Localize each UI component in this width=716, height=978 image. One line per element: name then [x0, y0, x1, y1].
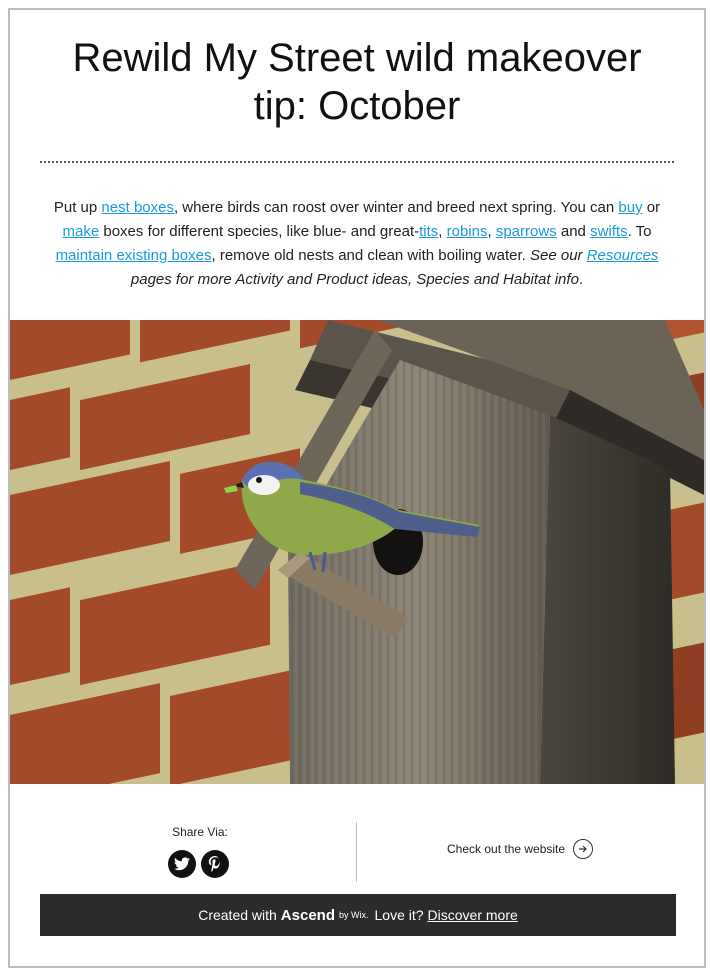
footer-divider: [356, 822, 357, 882]
ascend-brand: Ascend: [280, 906, 335, 924]
dotted-divider: [40, 161, 674, 163]
discover-more-link[interactable]: Discover more: [427, 907, 518, 923]
link-tits[interactable]: tits: [419, 223, 439, 240]
link-robins[interactable]: robins: [446, 223, 488, 240]
hero-image-bird-nest-box: [10, 320, 704, 784]
link-swifts[interactable]: swifts: [590, 223, 628, 240]
link-buy[interactable]: buy: [618, 199, 643, 216]
link-make[interactable]: make: [62, 223, 100, 240]
newsletter-card: [8, 8, 706, 968]
link-sparrows[interactable]: sparrows: [495, 223, 557, 240]
page-title: Rewild My Street wild makeover tip: October: [72, 36, 642, 128]
link-maintain-boxes[interactable]: maintain existing boxes: [55, 247, 212, 264]
twitter-icon[interactable]: [168, 850, 196, 878]
website-link-label: Check out the website: [447, 842, 566, 856]
share-icons: [168, 850, 229, 878]
link-nest-boxes[interactable]: nest boxes: [101, 199, 174, 216]
share-label: Share Via:: [172, 825, 228, 839]
created-with-banner: Created with Ascend by Wix. Love it? Discover more: [40, 894, 676, 936]
tip-paragraph: Put up nest boxes, where birds can roost over winter and breed next spring. You can buy or make boxes for different species, like blue- and great-tits, robins, sparrows and swifts. To maintain existing boxes, remove old nests and clean with boiling water. See our Resources pages for more Activity and Product ideas, Species and Habitat info.: [53, 199, 661, 288]
link-resources[interactable]: Resources: [586, 247, 659, 264]
pinterest-icon[interactable]: [201, 850, 229, 878]
website-link[interactable]: [447, 839, 593, 859]
arrow-right-icon: [573, 839, 593, 859]
